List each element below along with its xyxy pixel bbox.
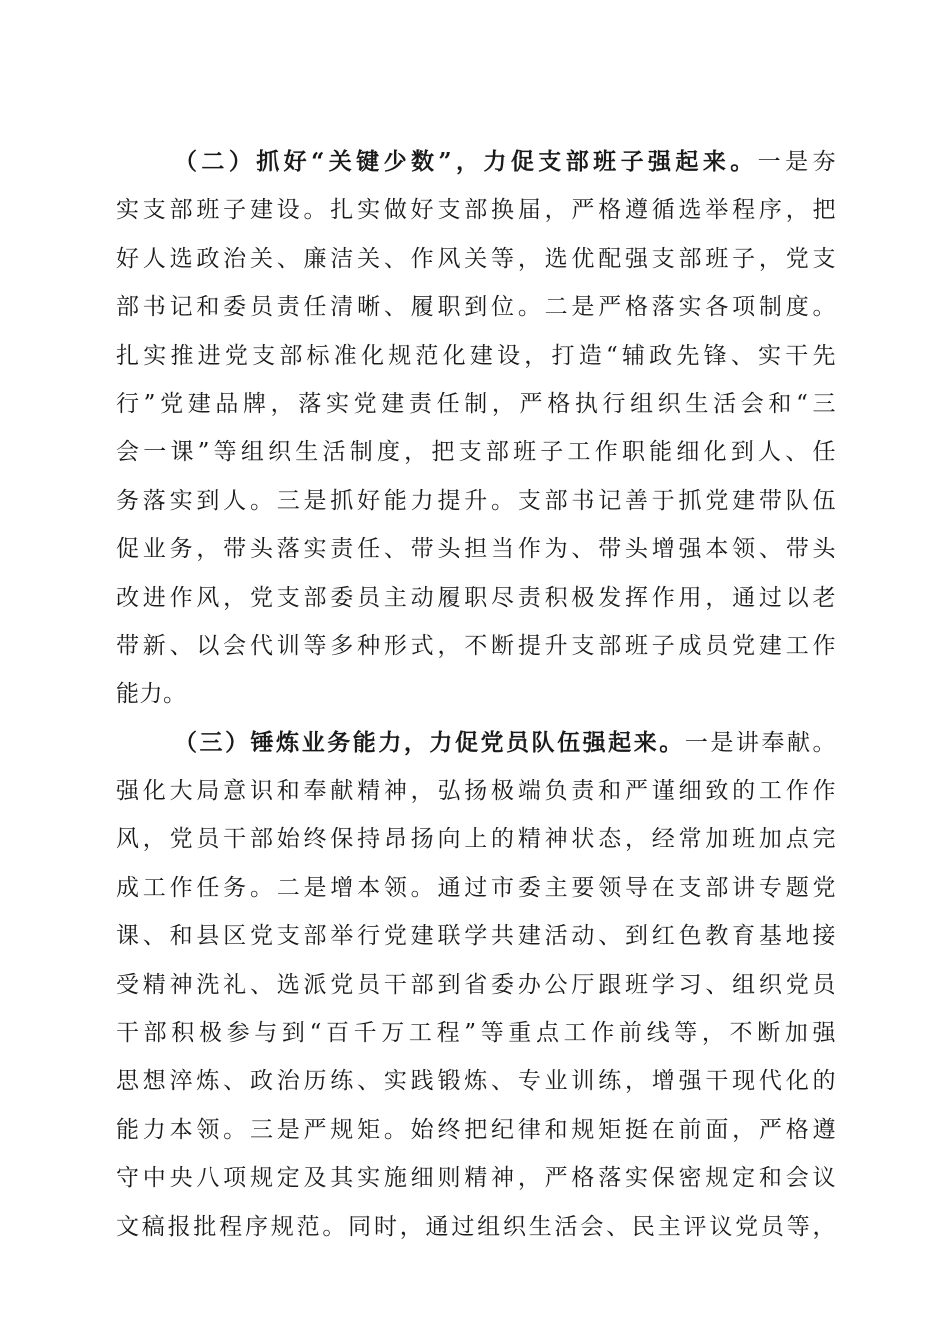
paragraph-line: 改进作风，党支部委员主动履职尽责积极发挥作用，通过以老 bbox=[116, 584, 836, 611]
paragraph-line: 务落实到人。三是抓好能力提升。支部书记善于抓党建带队伍 bbox=[116, 487, 836, 514]
paragraph-line: 促业务，带头落实责任、带头担当作为、带头增强本领、带头 bbox=[116, 536, 836, 563]
paragraph-line: （三）锤炼业务能力，力促党员队伍强起来。一是讲奉献。 bbox=[174, 728, 837, 756]
paragraph-line: 扎实推进党支部标准化规范化建设，打造“辅政先锋、实干先 bbox=[116, 342, 836, 369]
paragraph-line: 会一课”等组织生活制度，把支部班子工作职能细化到人、任 bbox=[116, 439, 836, 466]
paragraph-line: 实支部班子建设。扎实做好支部换届，严格遵循选举程序，把 bbox=[116, 197, 836, 224]
paragraph-line: 带新、以会代训等多种形式，不断提升支部班子成员党建工作 bbox=[116, 632, 836, 659]
paragraph-line: 文稿报批程序规范。同时，通过组织生活会、民主评议党员等， bbox=[116, 1213, 836, 1240]
paragraph-line: 强化大局意识和奉献精神，弘扬极端负责和严谨细致的工作作 bbox=[116, 778, 836, 805]
paragraph-line: （二）抓好“关键少数”，力促支部班子强起来。一是夯 bbox=[174, 148, 836, 175]
paragraph-line: 课、和县区党支部举行党建联学共建活动、到红色教育基地接 bbox=[116, 923, 836, 950]
paragraph-line: 能力本领。三是严规矩。始终把纪律和规矩挺在前面，严格遵 bbox=[116, 1116, 836, 1143]
paragraph-line: 好人选政治关、廉洁关、作风关等，选优配强支部班子，党支 bbox=[116, 245, 836, 272]
paragraph-line: 成工作任务。二是增本领。通过市委主要领导在支部讲专题党 bbox=[116, 874, 836, 901]
paragraph-line: 风，党员干部始终保持昂扬向上的精神状态，经常加班加点完 bbox=[116, 826, 836, 853]
paragraph-line: 干部积极参与到“百千万工程”等重点工作前线等，不断加强 bbox=[116, 1020, 836, 1047]
paragraph-line: 能力。 bbox=[116, 681, 187, 708]
paragraph-line: 守中央八项规定及其实施细则精神，严格落实保密规定和会议 bbox=[116, 1165, 836, 1192]
paragraph-heading: （二）抓好“关键少数”，力促支部班子强起来。 bbox=[174, 148, 758, 175]
document-body bbox=[116, 138, 836, 1251]
paragraph-line: 受精神洗礼、选派党员干部到省委办公厅跟班学习、组织党员 bbox=[116, 971, 836, 998]
paragraph-2 bbox=[116, 138, 836, 719]
paragraph-line: 思想淬炼、政治历练、实践锻炼、专业训练，增强干现代化的 bbox=[116, 1068, 836, 1095]
paragraph-3 bbox=[116, 719, 836, 1251]
paragraph-line: 部书记和委员责任清晰、履职到位。二是严格落实各项制度。 bbox=[116, 294, 836, 321]
paragraph-heading: （三）锤炼业务能力，力促党员队伍强起来。 bbox=[174, 728, 685, 756]
paragraph-line: 行”党建品牌，落实党建责任制，严格执行组织生活会和“三 bbox=[116, 390, 836, 417]
